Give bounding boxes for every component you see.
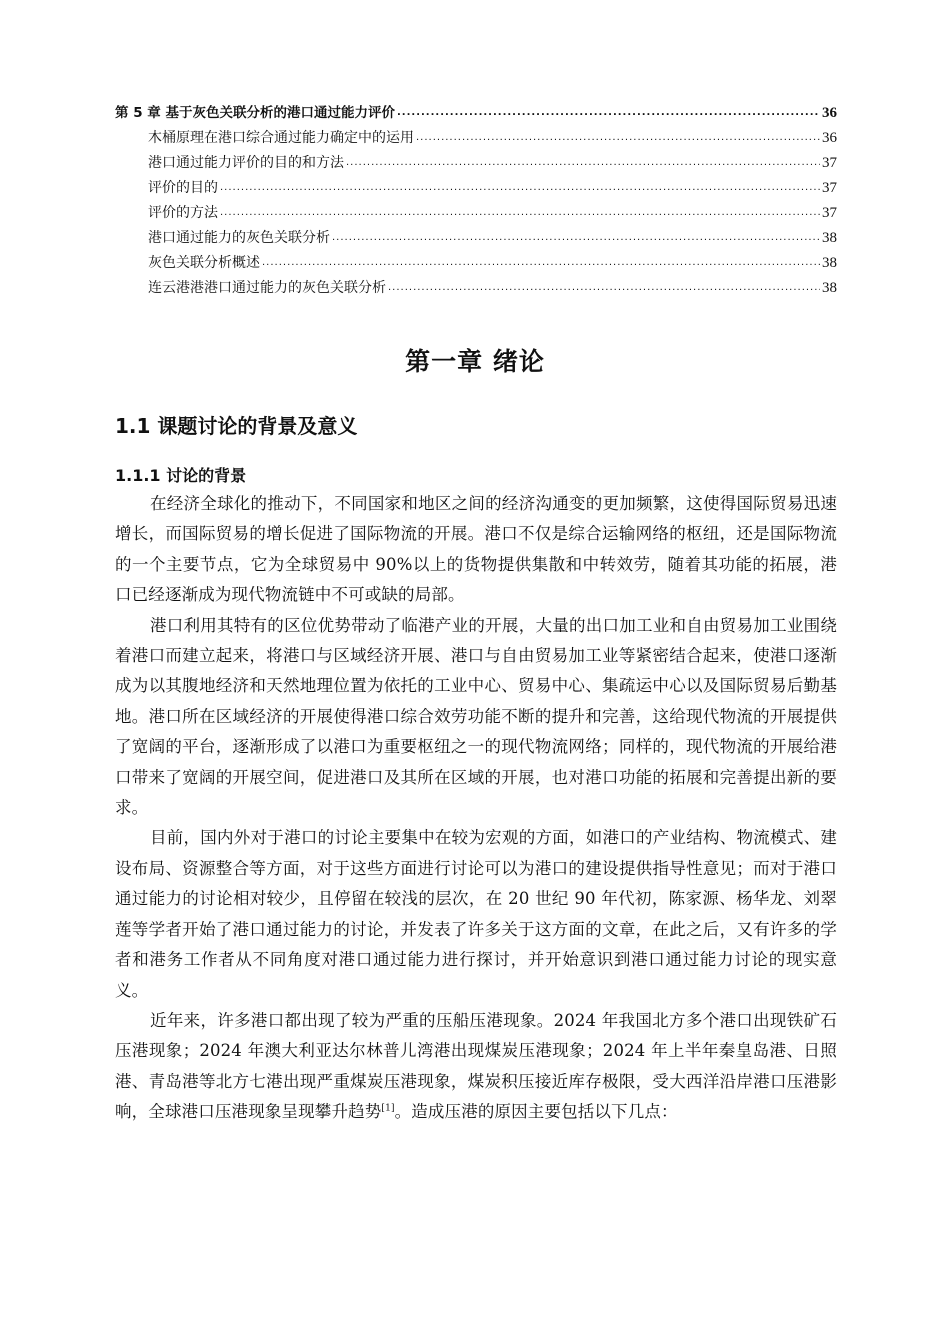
paragraph-text: 近年来，许多港口都出现了较为严重的压船压港现象。2024 年我国北方多个港口出现铁矿石压港现象；2024 年澳大利亚达尔林普儿湾港出现煤炭压港现象；2024 年上半年秦皇岛港、日照港、青岛港等北方七港出现严重煤炭压港现象，煤炭积压接近库存极限，受大西洋沿岸港口压港影响，全球港口压港现象呈现攀升趋势	[115, 1010, 837, 1122]
toc-entry-title: 灰色关联分析概述	[148, 255, 260, 271]
toc-entry[interactable]	[115, 251, 837, 276]
toc-entry-page: 37	[822, 180, 837, 196]
toc-entry-title: 港口通过能力的灰色关联分析	[148, 230, 330, 246]
toc-entry-title: 第 5 章 基于灰色关联分析的港口通过能力评价	[115, 105, 395, 121]
paragraph: 在经济全球化的推动下，不同国家和地区之间的经济沟通变的更加频繁，这使得国际贸易迅速增长，而国际贸易的增长促进了国际物流的开展。港口不仅是综合运输网络的枢纽，还是国际物流的一个主要节点，它为全球贸易中 90%以上的货物提供集散和中转效劳，随着其功能的拓展，港口已经逐渐成为现代物流链中不可或缺的局部。	[115, 494, 837, 605]
toc-entry[interactable]	[115, 151, 837, 176]
toc-entry-page: 38	[822, 255, 837, 271]
toc-entry-page: 38	[822, 280, 837, 296]
toc-dot-leader	[332, 225, 820, 250]
paragraph	[115, 1006, 837, 1128]
toc-dot-leader	[220, 175, 820, 200]
toc-entry-page: 37	[822, 155, 837, 171]
toc-dot-leader	[397, 100, 820, 125]
toc-entry[interactable]	[115, 201, 837, 226]
toc-entry[interactable]	[115, 126, 837, 151]
toc-dot-leader	[388, 275, 820, 300]
paragraph: 港口利用其特有的区位优势带动了临港产业的开展，大量的出口加工业和自由贸易加工业围绕着港口而建立起来，将港口与区域经济开展、港口与自由贸易加工业等紧密结合起来，使港口逐渐成为以其腹地经济和天然地理位置为依托的工业中心、贸易中心、集疏运中心以及国际贸易后勤基地。港口所在区域经济的开展使得港口综合效劳功能不断的提升和完善，这给现代物流的开展提供了宽阔的平台，逐渐形成了以港口为重要枢纽之一的现代物流网络；同样的，现代物流的开展给港口带来了宽阔的开展空间，促进港口及其所在区域的开展，也对港口功能的拓展和完善提出新的要求。	[115, 615, 837, 818]
toc-entry-page: 36	[822, 130, 837, 146]
toc-dot-leader	[416, 125, 820, 150]
toc-entry-title: 港口通过能力评价的目的和方法	[148, 155, 344, 171]
toc-entry-title: 评价的方法	[148, 205, 218, 221]
toc-entry-title: 木桶原理在港口综合通过能力确定中的运用	[148, 130, 414, 146]
toc-dot-leader	[220, 200, 820, 225]
toc-dot-leader	[262, 250, 820, 275]
toc-entry[interactable]	[115, 176, 837, 201]
table-of-contents	[115, 101, 837, 301]
toc-entry-title: 连云港港港口通过能力的灰色关联分析	[148, 280, 386, 296]
section-title: 1.1 课题讨论的背景及意义	[115, 414, 358, 438]
paragraph-text: 。造成压港的原因主要包括以下几点：	[394, 1102, 678, 1122]
toc-entry[interactable]	[115, 276, 837, 301]
toc-entry-title: 评价的目的	[148, 180, 218, 196]
paragraph: 目前，国内外对于港口的讨论主要集中在较为宏观的方面，如港口的产业结构、物流模式、建设布局、资源整合等方面，对于这些方面进行讨论可以为港口的建设提供指导性意见；而对于港口通过能力的讨论相对较少，且停留在较浅的层次，在 20 世纪 90 年代初，陈家源、杨华龙、刘翠莲等学者开始了港口通过能力的讨论，并发表了许多关于这方面的文章，在此之后，又有许多的学者和港务工作者从不同角度对港口通过能力进行探讨，并开始意识到港口通过能力讨论的现实意义。	[115, 828, 837, 1000]
toc-entry-page: 36	[822, 105, 837, 121]
body-text	[115, 489, 837, 1128]
subsection-title: 1.1.1 讨论的背景	[115, 466, 247, 485]
toc-dot-leader	[346, 150, 820, 175]
toc-entry[interactable]	[115, 101, 837, 126]
chapter-title: 第一章 绪论	[405, 347, 545, 376]
toc-entry-page: 37	[822, 205, 837, 221]
toc-entry[interactable]	[115, 226, 837, 251]
toc-entry-page: 38	[822, 230, 837, 246]
citation-reference[interactable]: [1]	[381, 1103, 395, 1114]
